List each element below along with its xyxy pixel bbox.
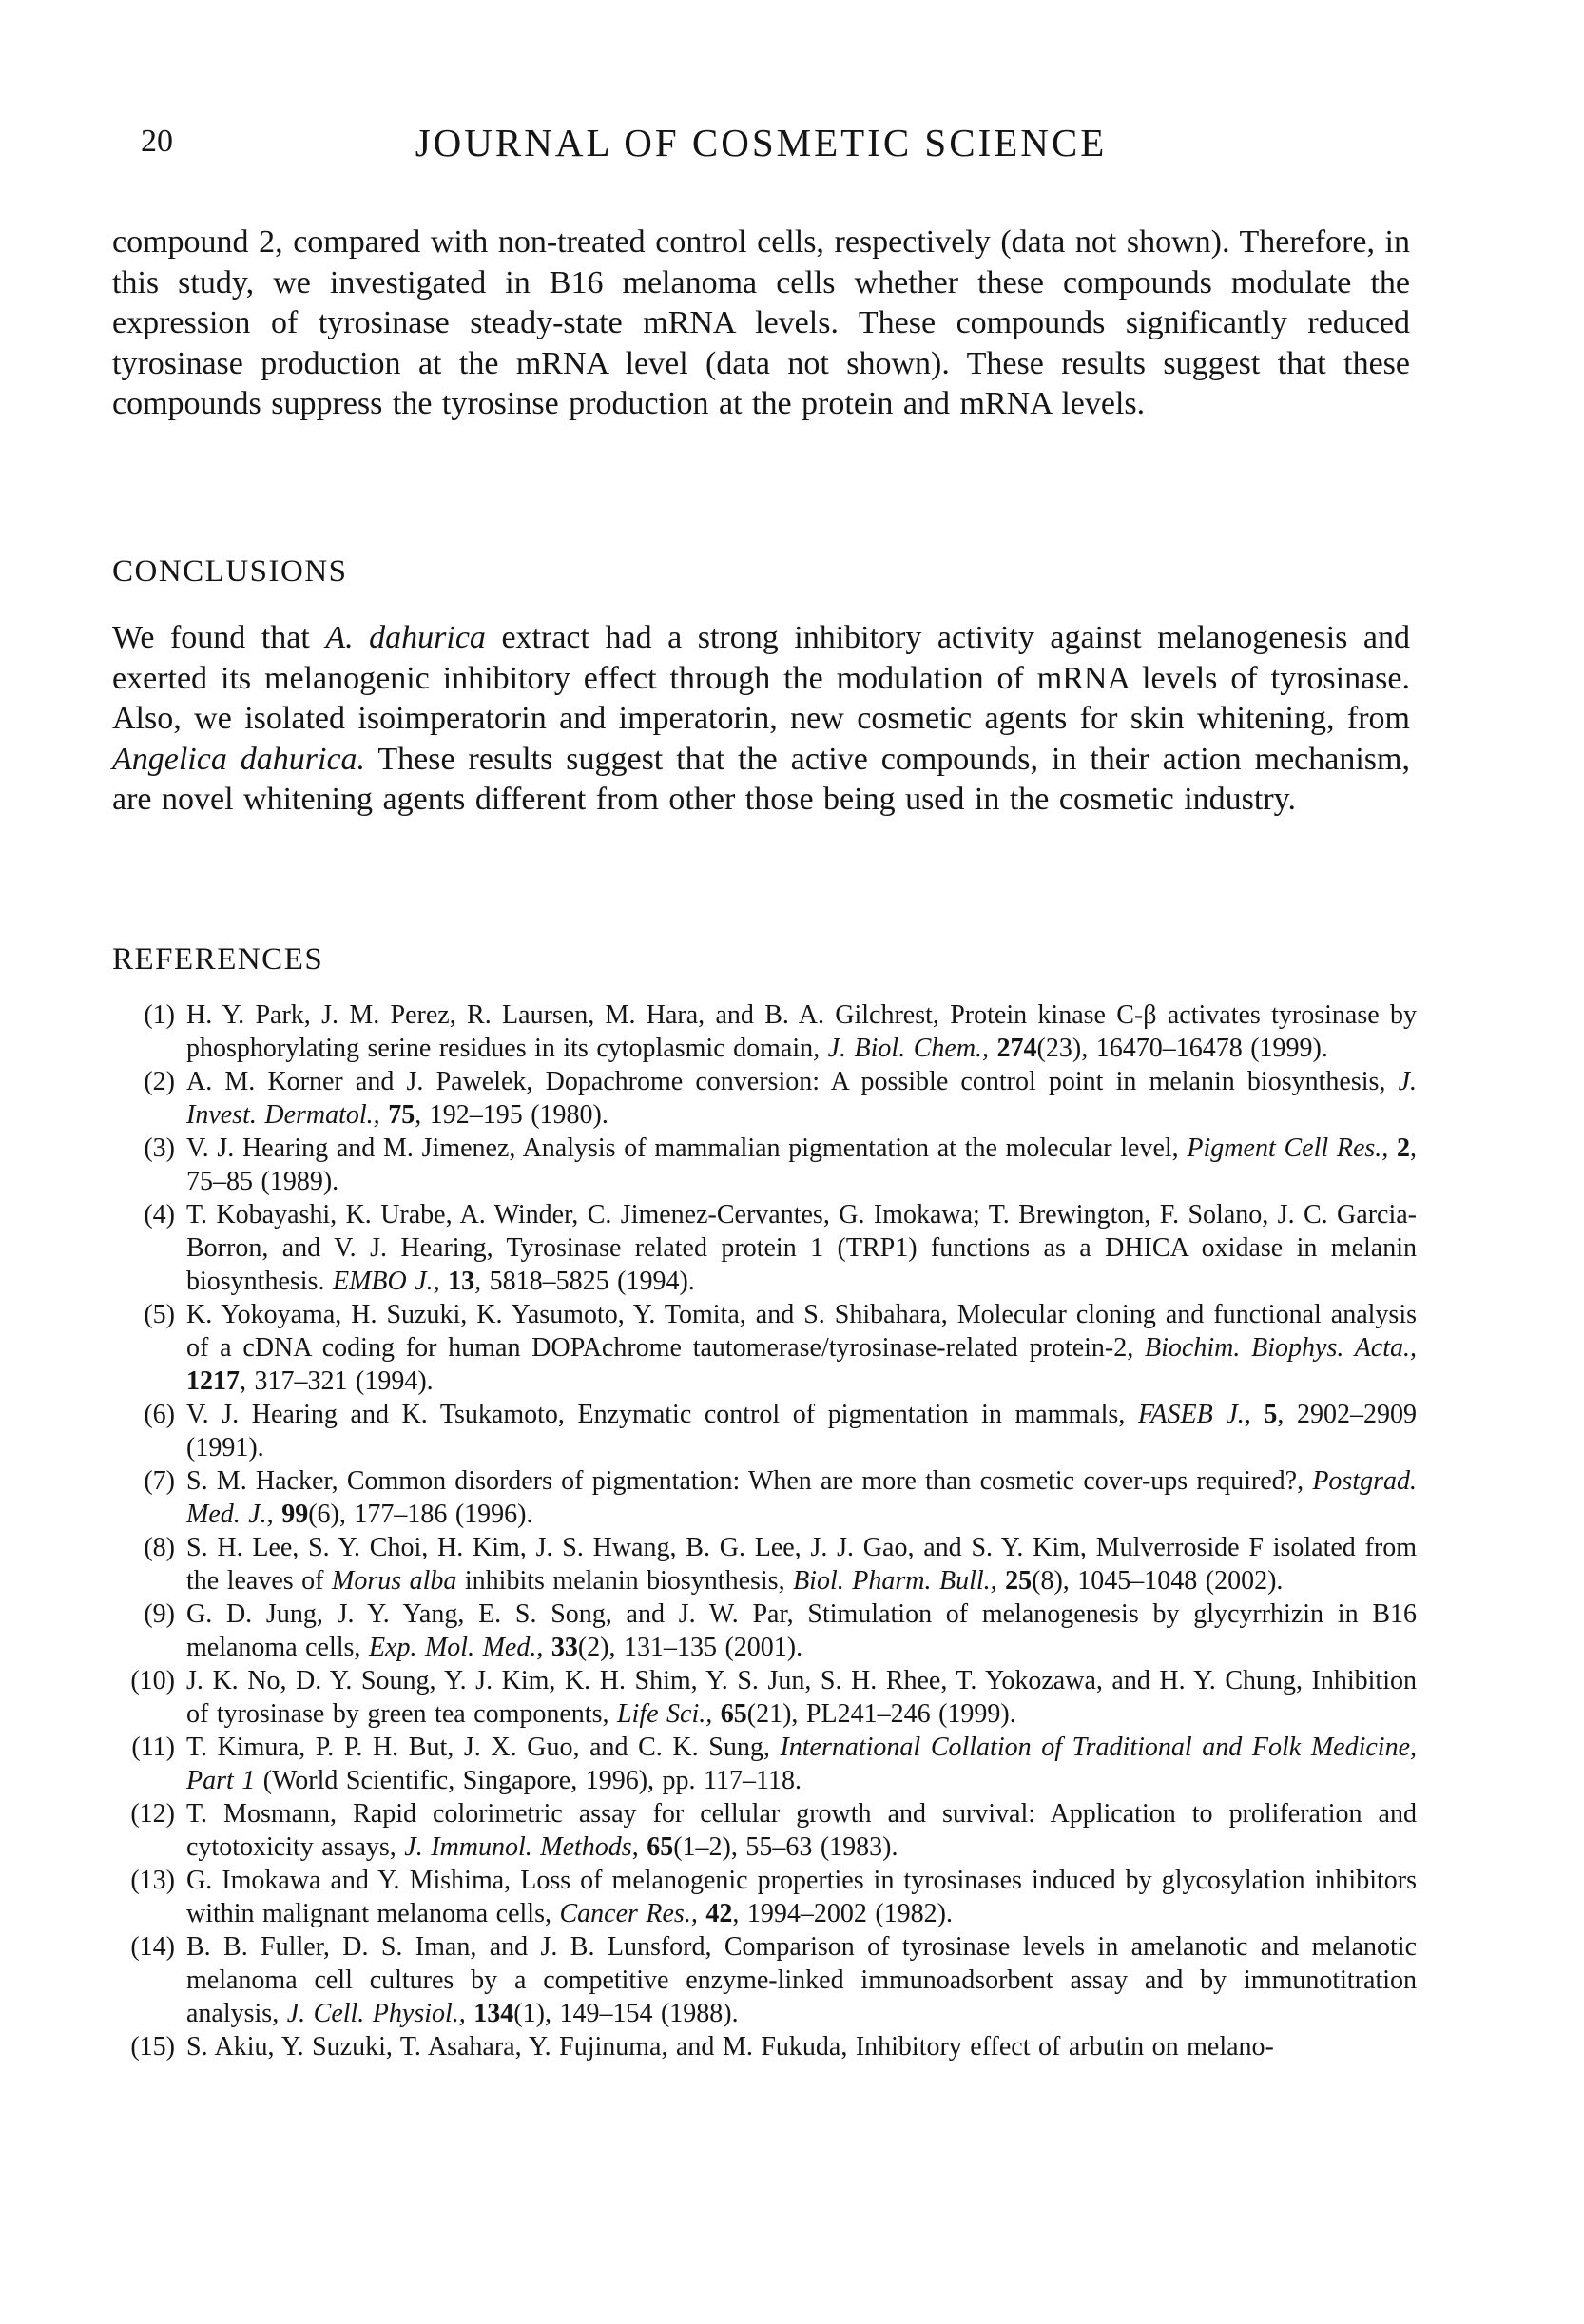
reference-item xyxy=(112,998,1417,1065)
reference-text: T. Mosmann, Rapid colorimetric assay for cellular growth and survival: Application to proliferation and cytotoxicity assays, J. Immunol. Methods, 65(1–2), 55–63 (1983). xyxy=(186,1799,1417,1862)
page-number: 20 xyxy=(141,124,173,159)
references-heading: REFERENCES xyxy=(112,942,324,977)
reference-text: K. Yokoyama, H. Suzuki, K. Yasumoto, Y. Tomita, and S. Shibahara, Molecular cloning and functional analysis of a cDNA coding for human DOPAchrome tautomerase/tyrosinase-related protein-2, Biochim. Biophys. Acta., 1217, 317–321 (1994). xyxy=(186,1300,1418,1396)
reference-item xyxy=(112,1065,1417,1132)
reference-number: (6) xyxy=(144,1400,175,1429)
reference-number: (9) xyxy=(144,1599,175,1629)
reference-text: T. Kobayashi, K. Urabe, A. Winder, C. Jimenez-Cervantes, G. Imokawa; T. Brewington, F. Solano, J. C. Garcia-Borron, and V. J. Hearing, Tyrosinase related protein 1 (TRP1) functions as a DHICA oxidase in melanin biosynthesis. EMBO J., 13, 5818–5825 (1994). xyxy=(186,1200,1417,1296)
reference-item xyxy=(112,1864,1417,1930)
reference-item xyxy=(112,1797,1417,1864)
reference-number: (8) xyxy=(144,1533,175,1562)
reference-text: G. D. Jung, J. Y. Yang, E. S. Song, and J. W. Par, Stimulation of melanogenesis by glycyrrhizin in B16 melanoma cells, Exp. Mol. Med., 33(2), 131–135 (2001). xyxy=(186,1599,1417,1662)
reference-text: A. M. Korner and J. Pawelek, Dopachrome conversion: A possible control point in melanin biosynthesis, J. Invest. Dermatol., 75, 192–195 (1980). xyxy=(186,1067,1417,1130)
reference-number: (3) xyxy=(144,1133,175,1163)
reference-text: J. K. No, D. Y. Soung, Y. J. Kim, K. H. Shim, Y. S. Jun, S. H. Rhee, T. Yokozawa, and H. Y. Chung, Inhibition of tyrosinase by green tea components, Life Sci., 65(21), PL241–246 (1999). xyxy=(186,1666,1417,1729)
reference-text: T. Kimura, P. P. H. But, J. X. Guo, and C. K. Sung, International Collation of Traditional and Folk Medicine, Part 1 (World Scientific, Singapore, 1996), pp. 117–118. xyxy=(186,1733,1417,1795)
reference-number: (12) xyxy=(130,1799,175,1829)
reference-number: (2) xyxy=(144,1067,175,1096)
reference-item xyxy=(112,1132,1417,1198)
reference-text: H. Y. Park, J. M. Perez, R. Laursen, M. Hara, and B. A. Gilchrest, Protein kinase C-β activates tyrosinase by phosphorylating serine residues in its cytoplasmic domain, J. Biol. Chem., 274(23), 16470–16478 (1999). xyxy=(186,1000,1417,1063)
reference-number: (11) xyxy=(131,1733,175,1762)
reference-number: (10) xyxy=(130,1666,175,1695)
reference-item xyxy=(112,1930,1417,2030)
reference-item xyxy=(112,2030,1417,2063)
reference-number: (1) xyxy=(144,1000,175,1030)
reference-item xyxy=(112,1531,1417,1598)
reference-text: V. J. Hearing and M. Jimenez, Analysis of mammalian pigmentation at the molecular level, Pigment Cell Res., 2, 75–85 (1989). xyxy=(186,1133,1418,1196)
reference-number: (7) xyxy=(144,1466,175,1496)
reference-item xyxy=(112,1198,1417,1298)
reference-text: V. J. Hearing and K. Tsukamoto, Enzymatic control of pigmentation in mammals, FASEB J., 5, 2902–2909 (1991). xyxy=(186,1400,1417,1462)
reference-text: B. B. Fuller, D. S. Iman, and J. B. Lunsford, Comparison of tyrosinase levels in amelanotic and melanotic melanoma cell cultures by a competitive enzyme-linked immunoadsorbent assay and by immunotitration analysis, J. Cell. Physiol., 134(1), 149–154 (1988). xyxy=(186,1932,1417,2028)
reference-text: S. M. Hacker, Common disorders of pigmentation: When are more than cosmetic cover-ups required?, Postgrad. Med. J., 99(6), 177–186 (1996). xyxy=(186,1466,1417,1529)
reference-number: (14) xyxy=(130,1932,175,1962)
reference-item xyxy=(112,1664,1417,1731)
reference-number: (5) xyxy=(144,1300,175,1329)
references-list xyxy=(112,998,1417,2063)
reference-number: (15) xyxy=(130,2032,175,2062)
reference-item xyxy=(112,1731,1417,1797)
reference-item xyxy=(112,1398,1417,1464)
reference-item xyxy=(112,1598,1417,1664)
reference-item xyxy=(112,1464,1417,1531)
reference-text: G. Imokawa and Y. Mishima, Loss of melanogenic properties in tyrosinases induced by glycosylation inhibitors within malignant melanoma cells, Cancer Res., 42, 1994–2002 (1982). xyxy=(186,1866,1417,1928)
reference-item xyxy=(112,1298,1417,1398)
reference-text: S. H. Lee, S. Y. Choi, H. Kim, J. S. Hwang, B. G. Lee, J. J. Gao, and S. Y. Kim, Mulverroside F isolated from the leaves of Morus alba inhibits melanin biosynthesis, Biol. Pharm. Bull., 25(8), 1045–1048 (2002). xyxy=(186,1533,1417,1596)
reference-text: S. Akiu, Y. Suzuki, T. Asahara, Y. Fujinuma, and M. Fukuda, Inhibitory effect of arbutin on melano- xyxy=(186,2032,1274,2062)
conclusions-paragraph: We found that A. dahurica extract had a strong inhibitory activity against melanogenesis and exerted its melanogenic inhibitory effect through the modulation of mRNA levels of tyrosinase. Also, we isolated isoimperatorin and imperatorin, new cosmetic agents for skin whitening, from Angelica dahurica. These results suggest that the active compounds, in their action mechanism, are novel whitening agents different from other those being used in the cosmetic industry. xyxy=(112,620,1411,817)
conclusions-heading: CONCLUSIONS xyxy=(112,554,348,589)
intro-paragraph: compound 2, compared with non-treated control cells, respectively (data not shown). Therefore, in this study, we investigated in B16 melanoma cells whether these compounds modulate the expression of tyrosinase steady-state mRNA levels. These compounds significantly reduced tyrosinase production at the mRNA level (data not shown). These results suggest that these compounds suppress the tyrosinse production at the protein and mRNA levels. xyxy=(112,224,1410,421)
reference-number: (4) xyxy=(144,1200,175,1230)
journal-title: JOURNAL OF COSMETIC SCIENCE xyxy=(415,121,1108,165)
reference-number: (13) xyxy=(130,1866,175,1895)
